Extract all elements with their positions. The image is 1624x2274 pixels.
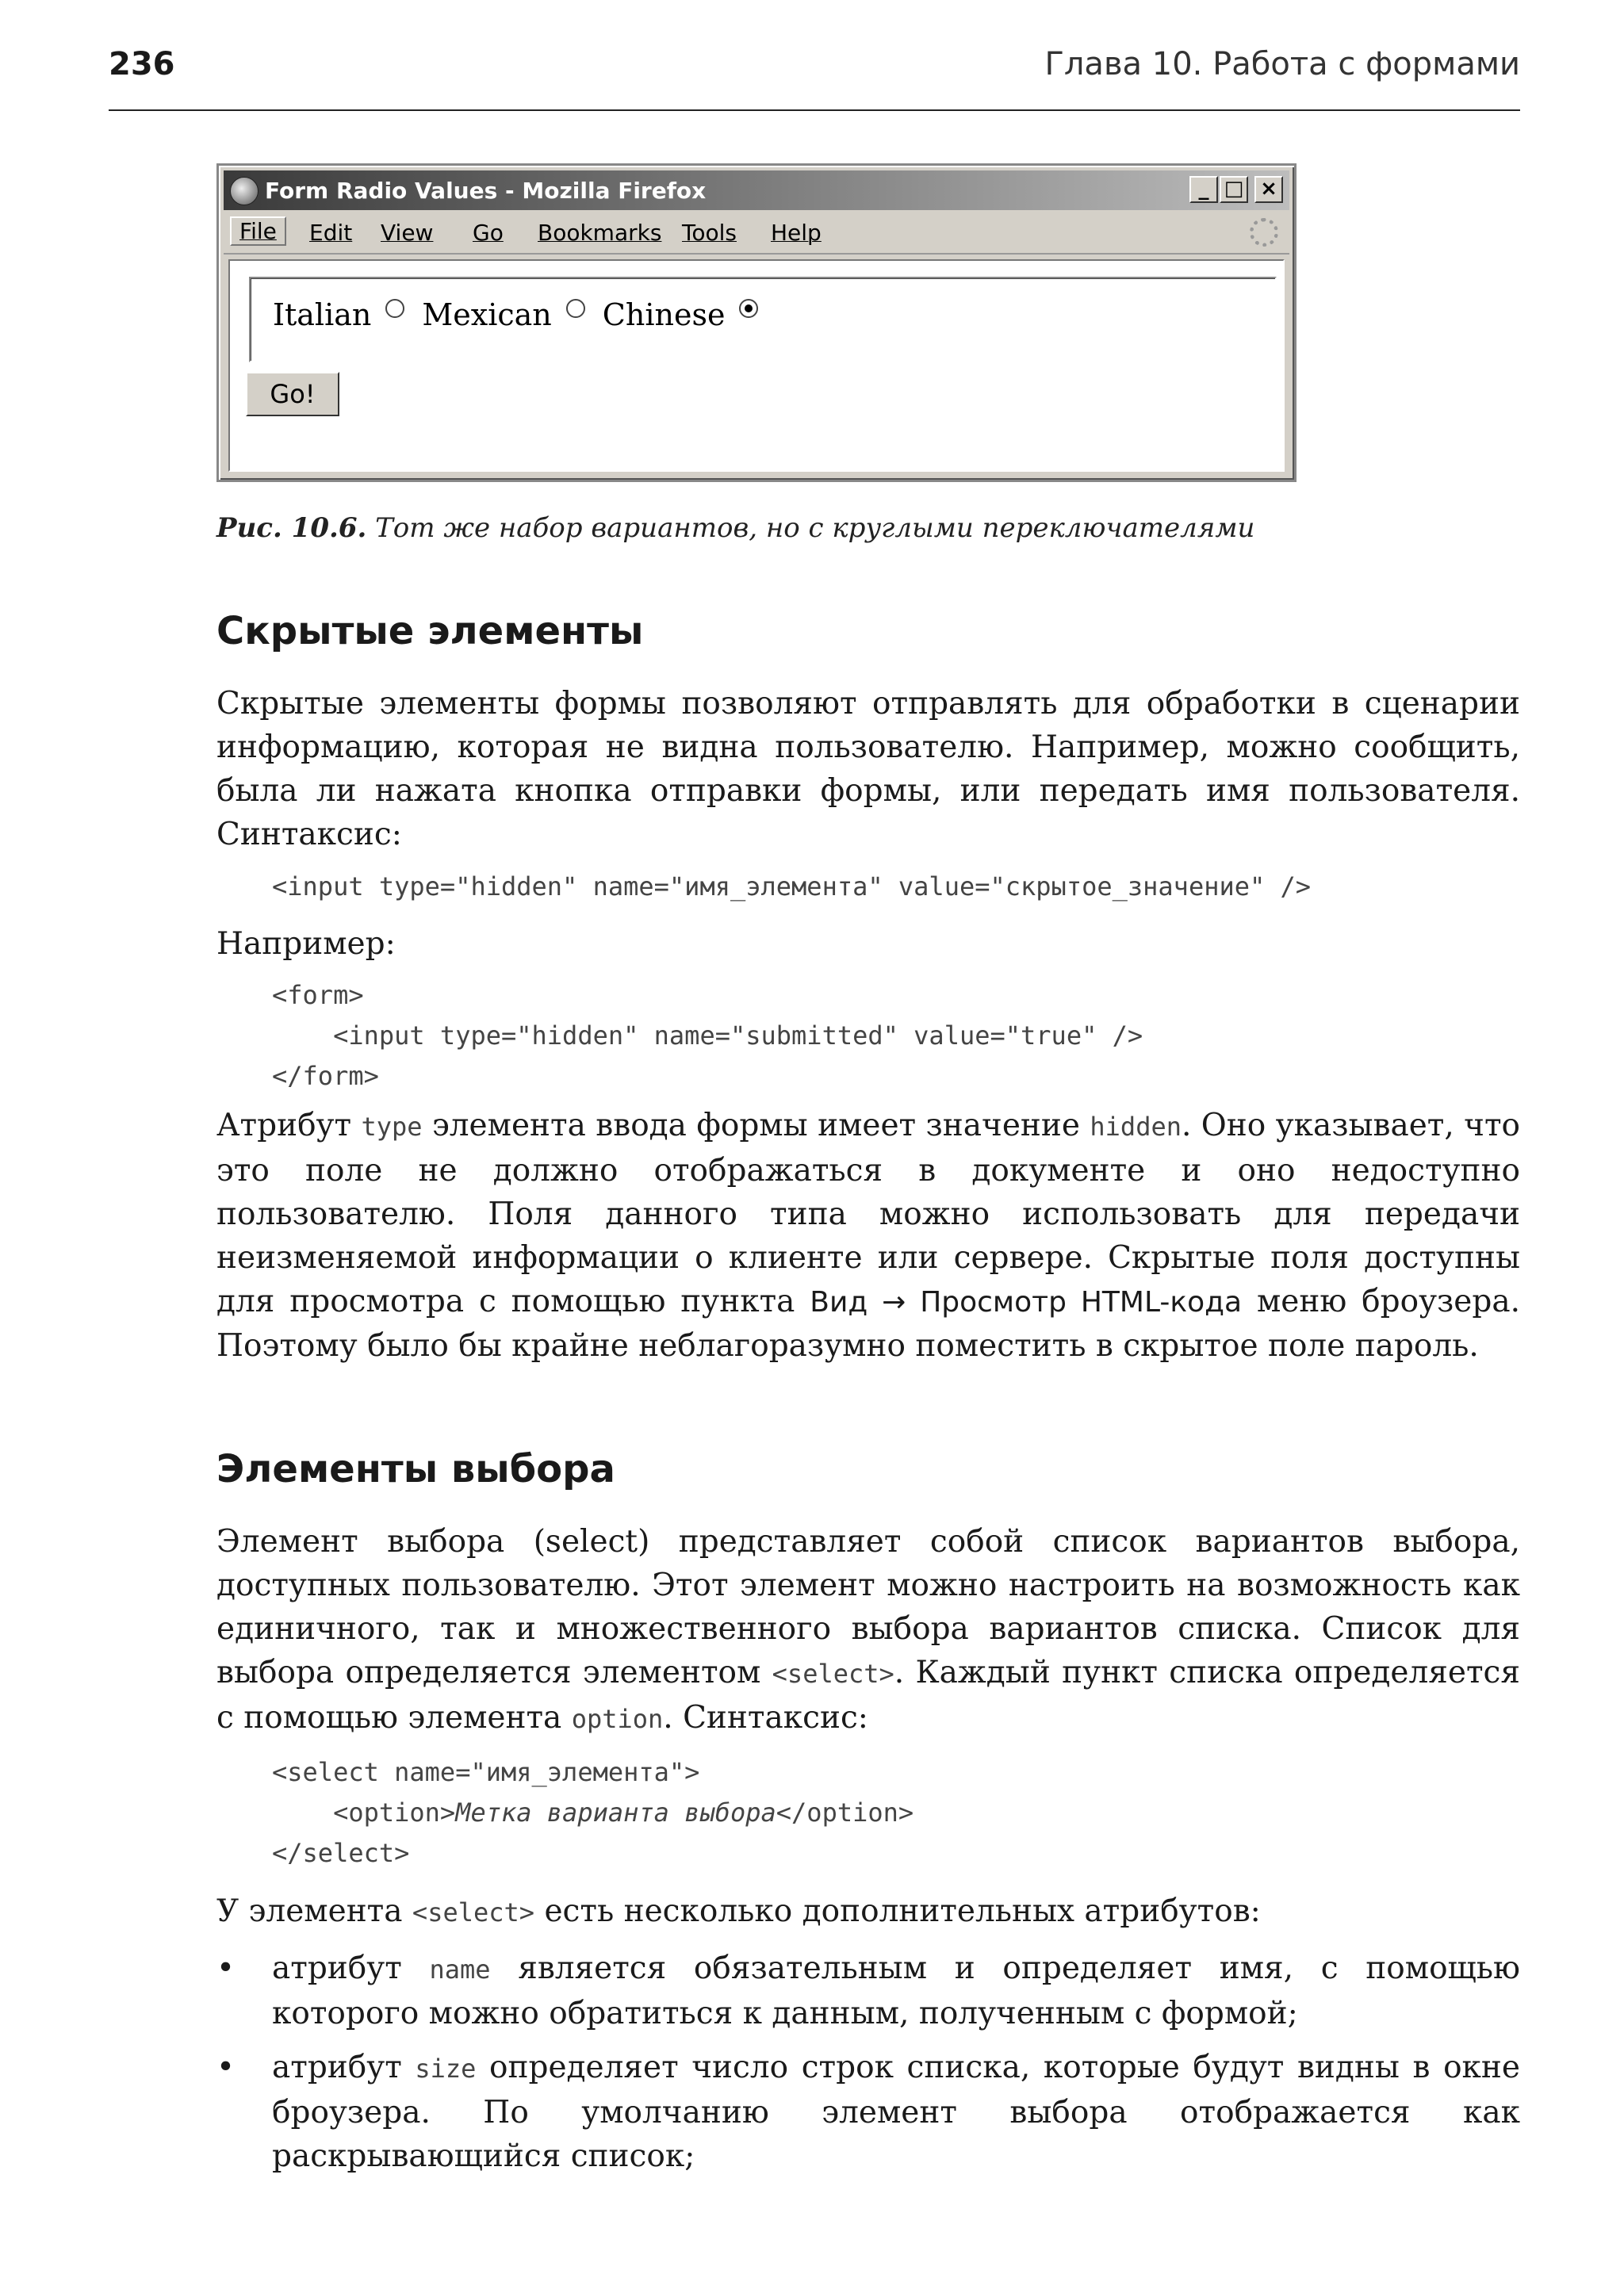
code-line: <option>: [272, 1797, 456, 1828]
list-item: [216, 1947, 1520, 2035]
menu-go[interactable]: Go: [473, 220, 504, 246]
menu-edit[interactable]: Edit: [309, 220, 353, 246]
inline-code-type: type: [361, 1112, 423, 1142]
inline-code-size: size: [415, 2054, 477, 2084]
text-run: определяет число строк списка, которые будут видны в окне броузера. По умолчанию элемент выбора отображается как раскрывающийся список;: [272, 2050, 1520, 2174]
radio-label-chinese: Chinese: [602, 297, 726, 332]
radio-label-mexican: Mexican: [422, 297, 552, 332]
code-line: <select name="имя_элемента">: [272, 1757, 700, 1787]
inline-code-option: option: [571, 1704, 664, 1734]
bullet-icon: •: [216, 2050, 236, 2085]
text-run: есть несколько дополнительных атрибутов:: [534, 1893, 1261, 1929]
menu-path: Вид → Просмотр HTML-кода: [810, 1286, 1243, 1319]
close-button[interactable]: ×: [1254, 176, 1283, 203]
menu-tools[interactable]: Tools: [682, 220, 737, 246]
window-titlebar: [224, 170, 1289, 210]
chapter-title: Глава 10. Работа с формами: [1044, 46, 1520, 82]
bullet-icon: •: [216, 1951, 236, 1986]
code-select-syntax: [272, 1752, 914, 1874]
running-header: [109, 46, 1520, 111]
figure-caption: [216, 512, 1254, 544]
firefox-icon: [230, 177, 259, 205]
menu-help[interactable]: Help: [771, 220, 822, 246]
caption-text: Тот же набор вариантов, но с круглыми переключателями: [366, 512, 1255, 544]
throbber-icon: [1250, 218, 1278, 247]
text-run: элемента ввода формы имеет значение: [422, 1108, 1090, 1143]
menu-view[interactable]: View: [381, 220, 434, 246]
text-run: является обязательным и определяет имя, с помощью которого можно обратиться к данным, полученным с формой;: [272, 1951, 1520, 2031]
text-run: Атрибут: [216, 1108, 362, 1143]
example-label: Например:: [216, 926, 396, 962]
page-content-area: [228, 259, 1285, 472]
radio-chinese[interactable]: [739, 299, 758, 318]
radio-group: [273, 297, 776, 332]
paragraph-select-attrs: [216, 1889, 1520, 1935]
menu-bar: [224, 212, 1289, 255]
inline-code-name: name: [429, 1954, 491, 1985]
text-run: . Каждый пункт списка определяется с помощью элемента: [216, 1655, 1520, 1736]
radio-italian[interactable]: [385, 299, 404, 318]
paragraph-hidden-intro: Скрытые элементы формы позволяют отправлять для обработки в сценарии информацию, которая не видна пользователю. Например, можно сообщить, была ли нажата кнопка отправки формы, или передать имя пользователя. Синтаксис:: [216, 686, 1520, 852]
list-item-text: [272, 1947, 1520, 2035]
minimize-button[interactable]: _: [1189, 176, 1218, 203]
browser-window-figure: [216, 163, 1297, 482]
code-line: </option>: [776, 1797, 914, 1828]
text-run: меню броузера. Поэтому было бы крайне неблагоразумно поместить в скрытое поле пароль.: [216, 1284, 1520, 1364]
paragraph-hidden-details: [216, 1104, 1520, 1368]
text-run: атрибут: [272, 1951, 430, 1986]
menu-bookmarks[interactable]: Bookmarks: [538, 220, 662, 246]
text-run: . Синтаксис:: [663, 1700, 868, 1736]
paragraph-select-intro: [216, 1520, 1520, 1741]
text-run: Элемент выбора (select) представляет собой список вариантов выбора, доступных пользователю. Этот элемент можно настроить на возможность как единичного, так и множественного выбора вариантов списка. Список для выбора определяется элементом: [216, 1524, 1520, 1690]
text-run: атрибут: [272, 2050, 416, 2085]
maximize-button[interactable]: □: [1220, 176, 1248, 203]
section-heading-hidden: Скрытые элементы: [216, 609, 644, 653]
page-number: 236: [109, 46, 175, 82]
go-button[interactable]: Go!: [246, 372, 339, 416]
inline-code-select: <select>: [772, 1659, 894, 1689]
inline-code-select: <select>: [412, 1897, 535, 1928]
code-line: </select>: [272, 1838, 410, 1868]
code-hidden-syntax: <input type="hidden" name="имя_элемента" value="скрытое_значение" />: [272, 871, 1312, 902]
code-placeholder: Метка варианта выбора: [455, 1797, 776, 1828]
list-item: [216, 2046, 1520, 2178]
code-hidden-example: <form> <input type="hidden" name="submitted" value="true" /> </form>: [272, 980, 1143, 1091]
text-run: . Оно указывает, что это поле не должно отображаться в документе и оно недоступно пользователю. Поля данного типа можно использовать для передачи неизменяемой информации о клиенте или сервере. Скрытые поля доступны для просмотра с помощью пункта: [216, 1108, 1521, 1319]
radio-mexican[interactable]: [566, 299, 585, 318]
section-heading-select: Элементы выбора: [216, 1447, 615, 1491]
inline-code-hidden: hidden: [1090, 1112, 1182, 1142]
window-title: Form Radio Values - Mozilla Firefox: [265, 178, 707, 204]
list-item-text: [272, 2046, 1520, 2178]
radio-label-italian: Italian: [273, 297, 372, 332]
radio-fieldset: [249, 277, 1277, 362]
text-run: У элемента: [216, 1893, 412, 1929]
caption-label: Рис. 10.6.: [216, 512, 367, 544]
menu-file[interactable]: File: [230, 216, 286, 246]
